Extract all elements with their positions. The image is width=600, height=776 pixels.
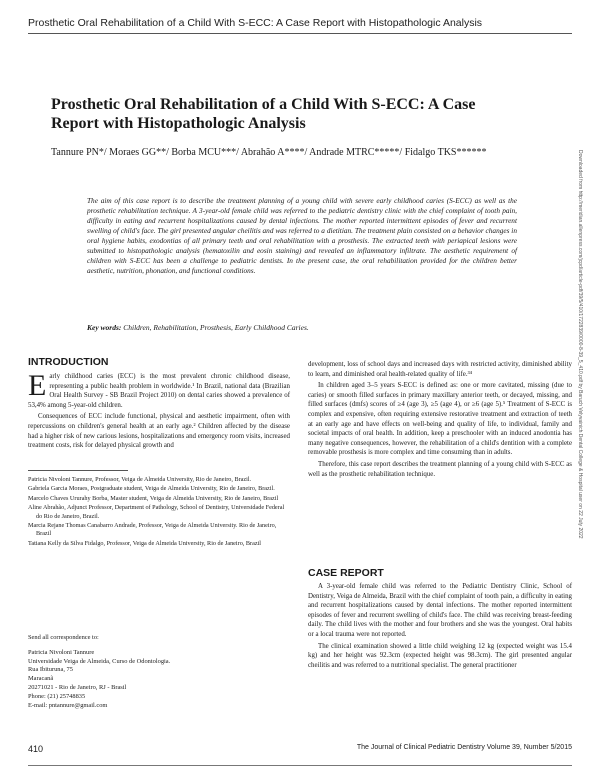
page-number: 410 — [28, 744, 44, 754]
footer-rule — [28, 765, 572, 766]
right-paragraph-2: In children aged 3–5 years S-ECC is defined as: one or more cavitated, missing (due to caries) or smooth filled surfaces in primary maxillary anterior teeth, or decayed, missing, and filled surfaces (dmfs) scores of ≥4 (age 3), ≥5 (age 4), or ≥6 (age 5).⁵ Treatment of S-ECC is complex and expensive, often requiring extensive restorative treatment and extraction of teeth at an early age and have effects on well-being and quality of life, to individual, family and societal impacts of oral health. In addition, keep a preschooler with an induced anodontia has many negative consequences, however, the rehabilitation of a child's dentition with a complete removable prosthesis is more complex and time consuming than in adults. — [308, 382, 572, 457]
running-header: Prosthetic Oral Rehabilitation of a Child With S-ECC: A Case Report with Histopathologic Analysis — [28, 17, 483, 29]
introduction-heading: INTRODUCTION — [28, 356, 109, 368]
correspondence-block — [28, 634, 290, 710]
download-note: Downloaded from http://meridian.allenpress.com/jcpd/article-pdf/39/5/410/1722839/0000-8-39_5_410.pdf by Baruch Velyvainich Dental College & Hospital user on 22 July 2022 — [577, 150, 583, 539]
affiliation: Marcelo Chaves Ururahy Borba, Master student, Veiga de Almeida University, Rio de Janeiro, Brazil — [28, 494, 279, 502]
footnote-rule — [28, 470, 128, 471]
affiliation: Gabriela Garcia Moraes, Postgraduate student, Veiga de Almeida University, Rio de Janeiro, Brazil. — [28, 485, 275, 493]
correspondence-line: 20271021 - Rio de Janeiro, RJ - Brasil — [28, 683, 127, 691]
right-paragraph-1: development, loss of school days and increased days with restricted activity, diminished ability to learn, and diminished oral health-related quality of life.³⁴ — [308, 361, 572, 378]
affiliation: Aline Abrahão, Adjunct Professor, Department of Pathology, School of Dentistry, Universidade Federal do Rio de Janeiro, Brazil. — [28, 504, 285, 520]
correspondence-line: Maracanã — [28, 675, 54, 683]
keywords — [87, 323, 517, 332]
keywords-label: Key words: — [87, 323, 122, 332]
correspondence-line: Phone: (21) 25748835 — [28, 692, 86, 700]
correspondence-email: E-mail: pntannure@gmail.com — [28, 701, 108, 709]
correspondence-line: Rua Ibituruna, 75 — [28, 666, 73, 674]
right-paragraph-3: Therefore, this case report describes the treatment planning of a young child with S-ECC as well as the prosthetic rehabilitation technique. — [308, 460, 572, 478]
introduction-body — [28, 369, 290, 453]
keywords-text: Children, Rehabilitation, Prosthesis, Early Childhood Caries. — [123, 323, 309, 332]
drop-cap: E — [28, 369, 47, 402]
abstract: The aim of this case report is to describe the treatment planning of a young child with severe early childhood caries (S-ECC) as well as the prosthetic rehabilitation technique. A 3-year-old female child was referred to the pediatric dentistry clinic with the chief complaint of tooth pain, difficulty in eating and recurrent hospitalizations caused by dental infections. The mother reported intermittent episodes of fever and recurrent swelling of child's face. The girl presented angular cheilitis and was referred to a dietitian. The treatment plain consisted on a behavior changes in oral hygiene habits, exodontias of all primary teeth and oral rehabilitation with a prosthesis. The extracted teeth with periapical lesions were submitted to histopathologic analysis (hematoxilin and eosin staining) and revealed an inflammatory infiltrate. The aesthetic requirement of children with S-ECC has been a challenge to pediatric dentists. In the present case, the oral rehabilitation provided for the children better aesthetic, nutrition, phonation, and functional conditions. — [87, 196, 517, 275]
affiliation: Patricia Nivoloni Tannure, Professor, Veiga de Almeida University, Rio de Janeiro, Brazil. — [28, 476, 252, 483]
case-paragraph-2: The clinical examination showed a little child weighing 12 kg (expected weight was 15.4 kg) and her height was 92.3cm (expected height was 98.3cm). The girl presented angular cheilitis and was referred to a nutritional specialist. The general practitioner — [308, 642, 572, 669]
affiliation: Tatiana Kelly da Silva Fidalgo, Professor, Veiga de Almeida University, Rio de Janeiro, Brazil — [28, 539, 262, 547]
correspondence-line: Universidade Veiga de Almeida, Curso de Odontologia. — [28, 657, 171, 665]
right-column-body — [308, 360, 572, 481]
author-list: Tannure PN*/ Moraes GG**/ Borba MCU***/ Abrahão A****/ Andrade MTRC*****/ Fidalgo TKS****** — [51, 147, 487, 158]
article-title: Prosthetic Oral Rehabilitation of a Child With S-ECC: A Case Report with Histopathologic Analysis — [51, 96, 476, 132]
journal-citation: The Journal of Clinical Pediatric Dentistry Volume 39, Number 5/2015 — [356, 744, 572, 751]
case-paragraph-1: A 3-year-old female child was referred to the Pediatric Dentistry Clinic, School of Dentistry, Veiga de Almeida, Brazil with the chief complaint of tooth pain, a difficulty in eating and recurrent hospitalizations caused by dental infections. The mother reported intermittent episodes of fever and recurrent swelling of child's face. The child was receiving breast-feeding daily. The child lives with the mother and four brothers and she was the youngest. Oral habits or a local trauma were not reported. — [308, 583, 572, 638]
author-affiliations — [28, 476, 290, 549]
correspondence-label: Send all correspondence to: — [28, 634, 99, 641]
case-report-body — [308, 582, 572, 672]
affiliation: Marcia Rejane Thomas Canabarro Andrade, Professor, Veiga de Almeida University. Rio de Janeiro, Brazil — [28, 522, 277, 538]
correspondence-line: Patricia Nivoloni Tannure — [28, 648, 95, 656]
case-report-heading: CASE REPORT — [308, 567, 384, 579]
intro-paragraph-1: Early childhood caries (ECC) is the most prevalent chronic childhood disease, representing a public health problem in worldwide.¹ In Brazil, national data (Brazilian Oral Health Survey - SB Brazil Project 2010) on dental caries showed a prevalence of 53,4% among 5-year-old children. — [28, 369, 290, 409]
intro-paragraph-2: Consequences of ECC include functional, physical and aesthetic impairment, often with repercussions on children's general health at an early age.² Children affected by the disease had a higher risk of new carious lesions, hospitalizations and emergency room visits, increased treatment costs, risk for delayed physical growth and — [28, 413, 290, 450]
header-rule — [28, 33, 572, 34]
